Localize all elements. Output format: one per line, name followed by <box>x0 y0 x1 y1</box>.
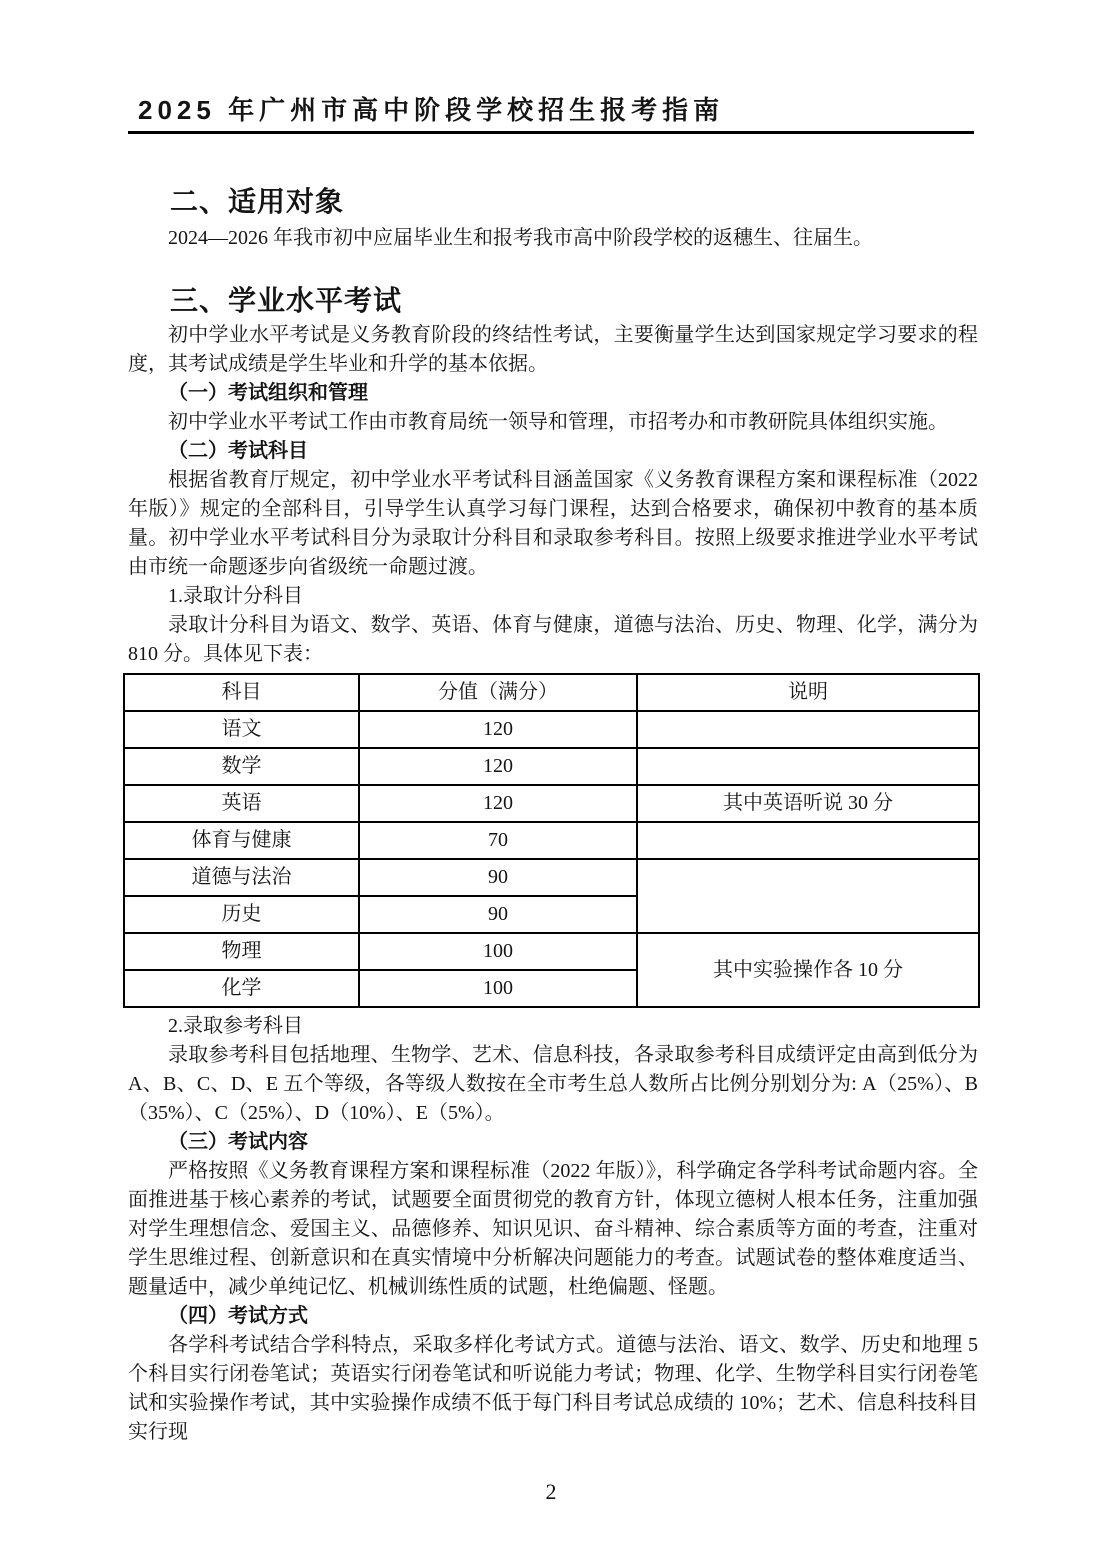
paragraph-reference-subjects: 录取参考科目包括地理、生物学、艺术、信息科技，各录取参考科目成绩评定由高到低分为 A、B、C、D、E 五个等级，各等级人数按在全市考生总人数所占比例分别划分为: A（25%）、B（35%）、C（25%）、D（10%）、E（5%）。 <box>128 1044 978 1124</box>
table-cell-score: 120 <box>359 748 637 785</box>
item-heading-scored-subjects: 1.录取计分科目 <box>168 585 303 607</box>
table-header-row <box>124 674 979 711</box>
table-cell-subject: 历史 <box>124 896 359 933</box>
table-row-english <box>124 785 979 822</box>
table-cell-subject: 物理 <box>124 933 359 970</box>
table-row-chinese <box>124 711 979 748</box>
table-cell-note-merged: 其中实验操作各 10 分 <box>637 933 979 1007</box>
section-heading-applicable-targets: 二、适用对象 <box>170 186 345 217</box>
table-cell-note-merged <box>637 859 979 933</box>
paragraph-exam-format: 各学科考试结合学科特点，采取多样化考试方式。道德与法治、语文、数学、历史和地理 5 个科目实行闭卷笔试；英语实行闭卷笔试和听说能力考试；物理、化学、生物学科目实行闭卷笔试和实验操作考试，其中实验操作成绩不低于每门科目考试总成绩的 10%；艺术、信息科技科目实行现 <box>128 1334 978 1443</box>
subheading-exam-organization: （一）考试组织和管理 <box>168 382 368 404</box>
table-cell-score: 120 <box>359 711 637 748</box>
section-heading-academic-exam: 三、学业水平考试 <box>170 285 403 316</box>
table-cell-subject: 化学 <box>124 970 359 1007</box>
table-header-subject: 科目 <box>124 674 359 711</box>
item-heading-reference-subjects: 2.录取参考科目 <box>168 1015 303 1037</box>
table-header-score: 分值（满分） <box>359 674 637 711</box>
table-cell-note <box>637 822 979 859</box>
table-row-pe <box>124 822 979 859</box>
table-cell-score: 90 <box>359 896 637 933</box>
subheading-exam-format: （四）考试方式 <box>168 1305 308 1327</box>
header-title: 2025 年广州市高中阶段学校招生报考指南 <box>138 95 725 125</box>
paragraph-scored-subjects: 录取计分科目为语文、数学、英语、体育与健康，道德与法治、历史、物理、化学，满分为 810 分。具体见下表： <box>128 614 978 665</box>
table-cell-score: 100 <box>359 970 637 1007</box>
document-body <box>128 186 978 1447</box>
table-header-note: 说明 <box>637 674 979 711</box>
table-cell-note: 其中英语听说 30 分 <box>637 785 979 822</box>
page-number: 2 <box>545 1479 557 1504</box>
paragraph-exam-subjects: 根据省教育厅规定，初中学业水平考试科目涵盖国家《义务教育课程方案和课程标准（2022 年版）》规定的全部科目，引导学生认真学习每门课程，达到合格要求，确保初中教育的基本质量。初中学业水平考试科目分为录取计分科目和录取参考科目。按照上级要求推进学业水平考试由市统一命题逐步向省级统一命题过渡。 <box>128 469 978 578</box>
table-cell-score: 70 <box>359 822 637 859</box>
page-header <box>128 0 974 134</box>
page-footer <box>0 1478 1102 1506</box>
paragraph-exam-organization: 初中学业水平考试工作由市教育局统一领导和管理，市招考办和市教研院具体组织实施。 <box>168 411 948 433</box>
score-table-head <box>124 674 979 711</box>
table-cell-note <box>637 748 979 785</box>
subheading-exam-subjects: （二）考试科目 <box>168 440 308 462</box>
table-cell-note <box>637 711 979 748</box>
table-cell-score: 100 <box>359 933 637 970</box>
table-cell-score: 90 <box>359 859 637 896</box>
score-table <box>123 673 980 1008</box>
paragraph-exam-intro: 初中学业水平考试是义务教育阶段的终结性考试，主要衡量学生达到国家规定学习要求的程度，其考试成绩是学生毕业和升学的基本依据。 <box>128 324 978 375</box>
table-row-physics <box>124 933 979 970</box>
score-table-body <box>124 711 979 1007</box>
table-row-math <box>124 748 979 785</box>
table-cell-subject: 道德与法治 <box>124 859 359 896</box>
table-cell-subject: 语文 <box>124 711 359 748</box>
table-cell-subject: 数学 <box>124 748 359 785</box>
paragraph-applicable-targets: 2024—2026 年我市初中应届毕业生和报考我市高中阶段学校的返穗生、往届生。 <box>168 227 873 249</box>
table-cell-subject: 体育与健康 <box>124 822 359 859</box>
subheading-exam-content: （三）考试内容 <box>168 1131 308 1153</box>
paragraph-exam-content: 严格按照《义务教育课程方案和课程标准（2022 年版）》，科学确定各学科考试命题内容。全面推进基于核心素养的考试，试题要全面贯彻党的教育方针，体现立德树人根本任务，注重加强对学生理想信念、爱国主义、品德修养、知识见识、奋斗精神、综合素质等方面的考查，注重对学生思维过程、创新意识和在真实情境中分析解决问题能力的考查。试题试卷的整体难度适当、题量适中，减少单纯记忆、机械训练性质的试题，杜绝偏题、怪题。 <box>128 1160 978 1298</box>
table-row-morality <box>124 859 979 896</box>
table-cell-score: 120 <box>359 785 637 822</box>
table-cell-subject: 英语 <box>124 785 359 822</box>
